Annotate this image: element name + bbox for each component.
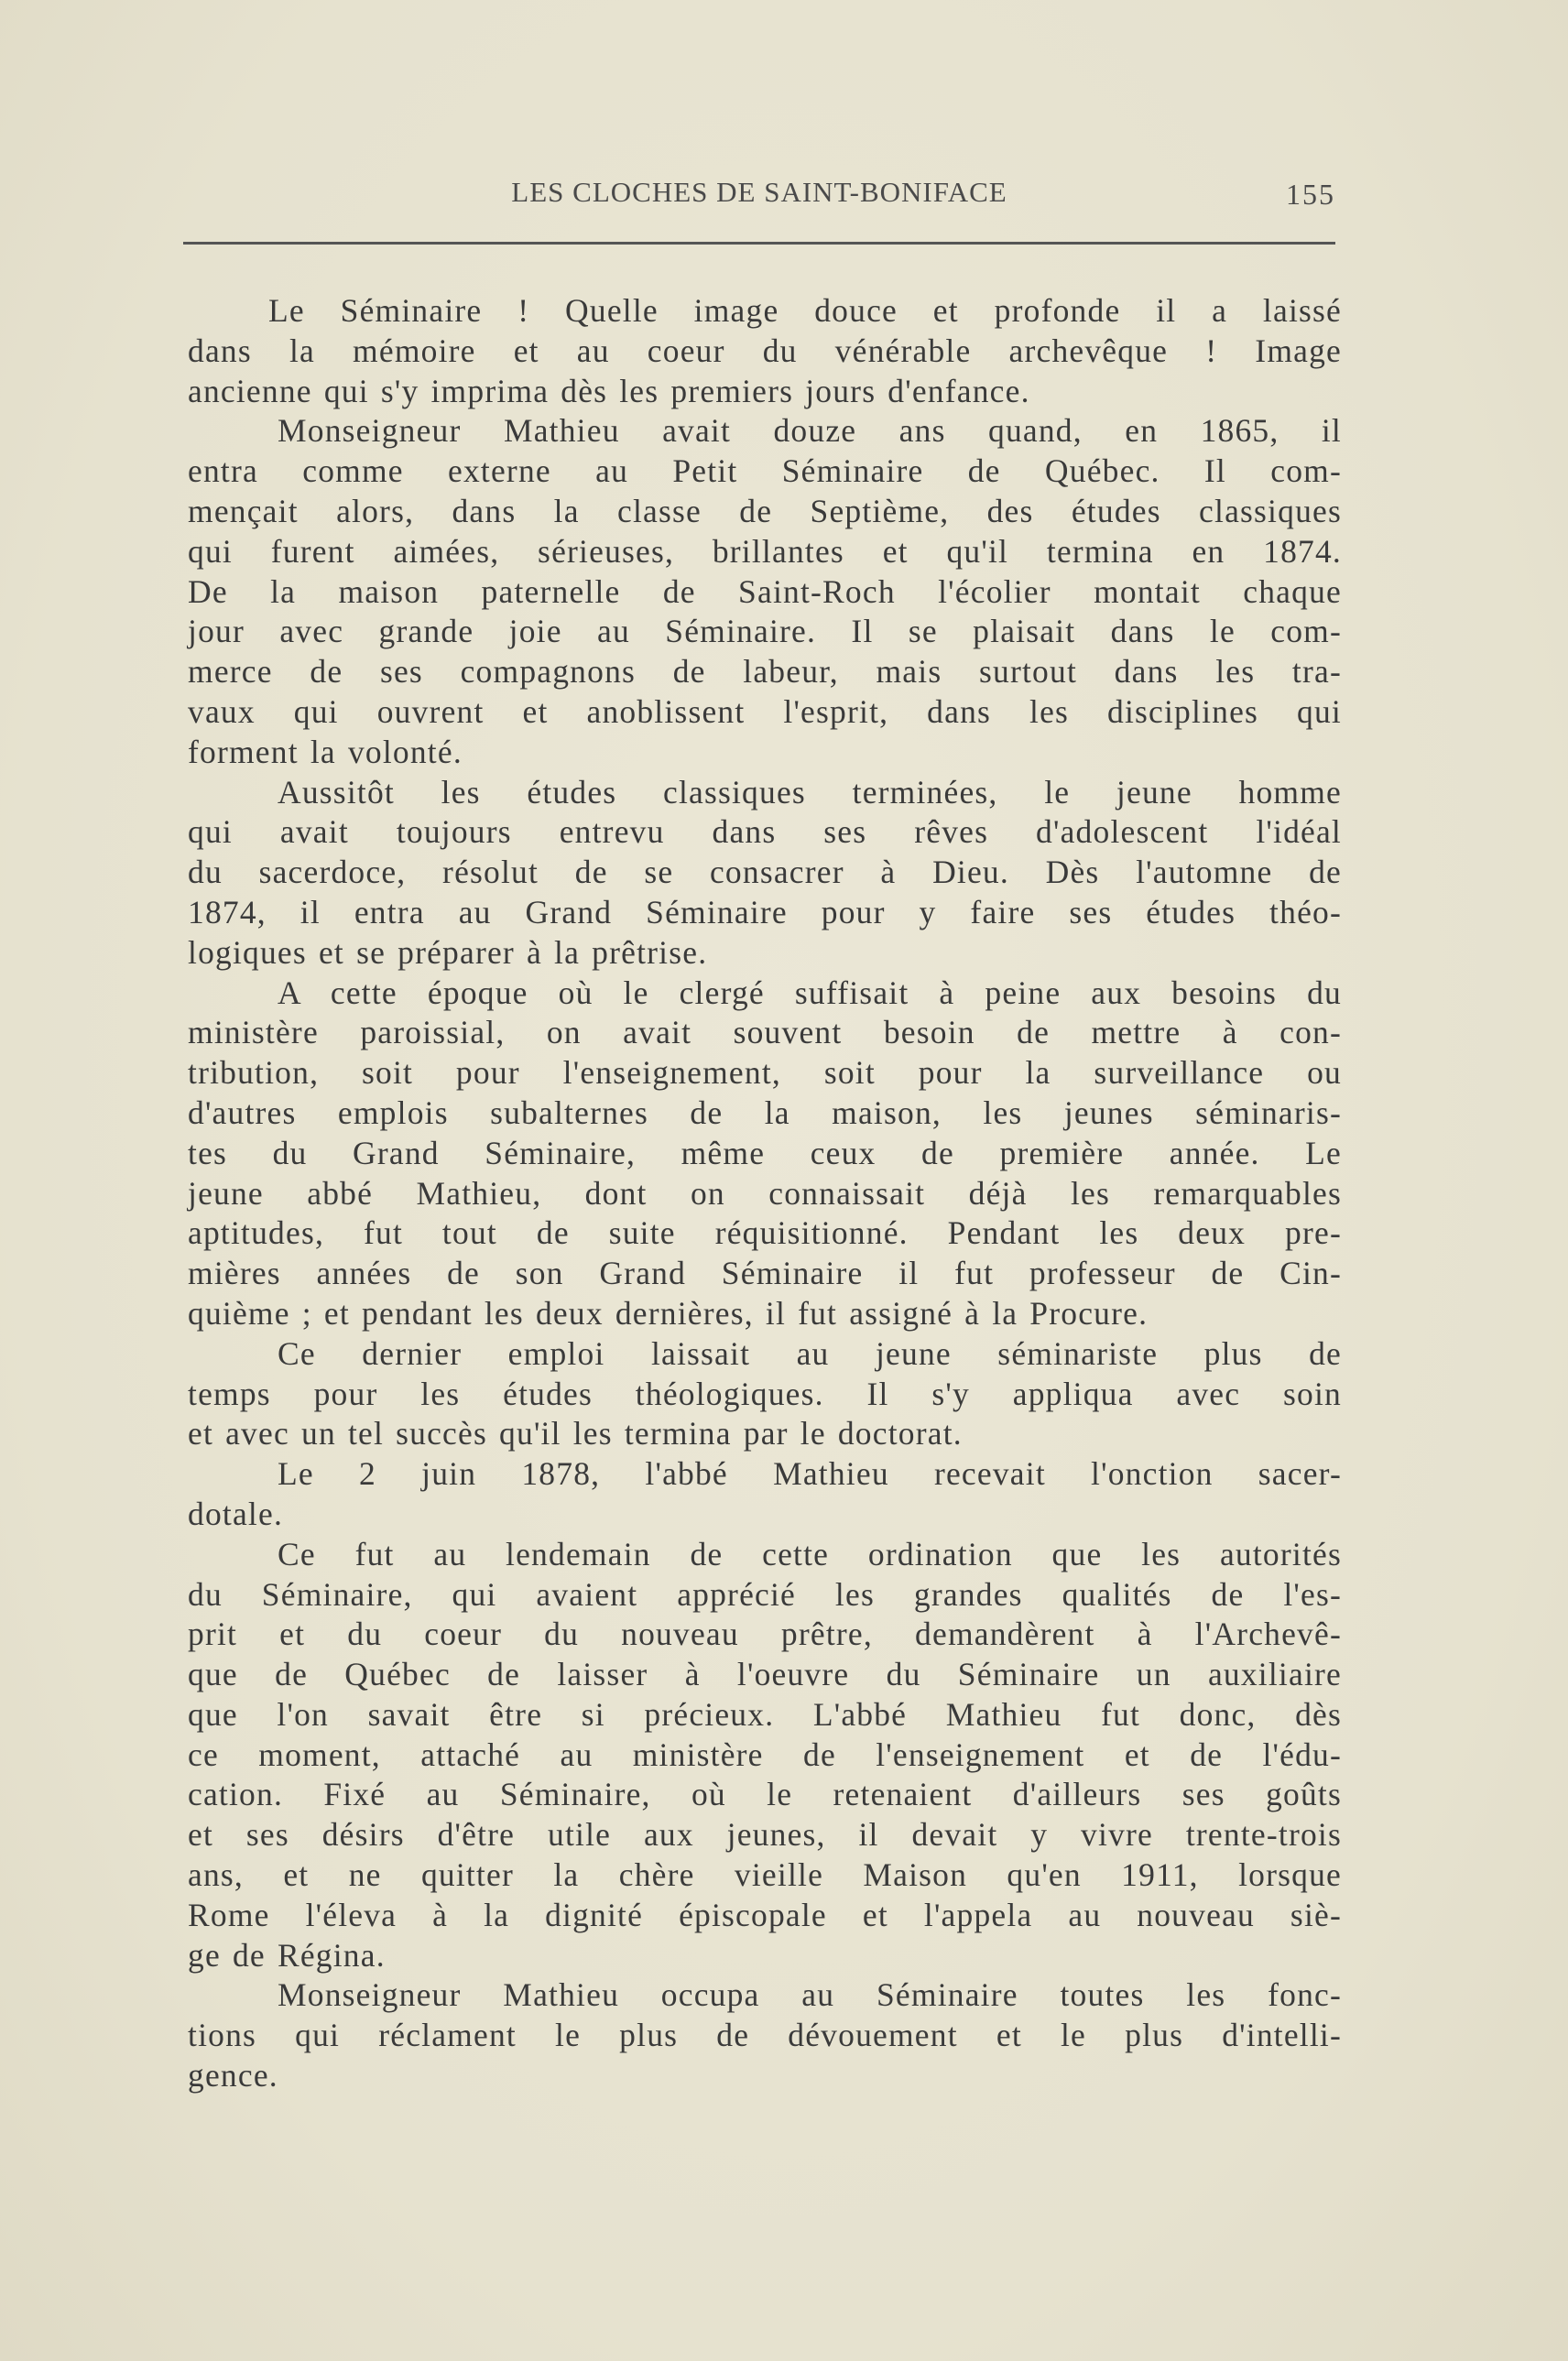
text-line: De la maison paternelle de Saint-Roch l'écolier montait chaque xyxy=(188,572,1342,610)
text-line: d'autres emplois subalternes de la maison, les jeunes séminaris- xyxy=(188,1093,1342,1131)
text-line: et avec un tel succès qu'il les termina par le doctorat. xyxy=(188,1415,963,1453)
text-line: tes du Grand Séminaire, même ceux de première année. Le xyxy=(188,1134,1342,1171)
text-line: ans, et ne quitter la chère vieille Maison qu'en 1911, lorsque xyxy=(188,1856,1342,1894)
paragraph xyxy=(188,411,1342,772)
text-line: logiques et se préparer à la prêtrise. xyxy=(188,933,708,971)
text-line: vaux qui ouvrent et anoblissent l'esprit, dans les disciplines qui xyxy=(188,692,1342,730)
text-line: ministère paroissial, on avait souvent besoin de mettre à con- xyxy=(188,1014,1342,1051)
text-line: 1874, il entra au Grand Séminaire pour y faire ses études théo- xyxy=(188,893,1342,930)
text-line: tions qui réclament le plus de dévouement et le plus d'intelli- xyxy=(188,2017,1342,2054)
text-line: mençait alors, dans la classe de Septième, des études classiques xyxy=(188,492,1342,529)
text-line: entra comme externe au Petit Séminaire de Québec. Il com- xyxy=(188,452,1342,490)
paragraph xyxy=(188,1454,1342,1535)
paragraph xyxy=(188,974,1342,1334)
text-line: Le 2 juin 1878, l'abbé Mathieu recevait l'onction sacer- xyxy=(278,1455,1342,1493)
text-line: que de Québec de laisser à l'oeuvre du Séminaire un auxiliaire xyxy=(188,1656,1342,1693)
text-line: qui furent aimées, sérieuses, brillantes et qu'il termina en 1874. xyxy=(188,532,1342,570)
text-line: forment la volonté. xyxy=(188,733,463,770)
text-line: du sacerdoce, résolut de se consacrer à Dieu. Dès l'automne de xyxy=(188,854,1342,891)
page-header xyxy=(183,176,1335,222)
text-line: et ses désirs d'être utile aux jeunes, il devait y vivre trente-trois xyxy=(188,1816,1342,1854)
paragraph xyxy=(188,1975,1342,2095)
text-line: aptitudes, fut tout de suite réquisitionné. Pendant les deux pre- xyxy=(188,1214,1342,1252)
text-line: dotale. xyxy=(188,1495,284,1532)
text-line: jour avec grande joie au Séminaire. Il se plaisait dans le com- xyxy=(188,613,1342,650)
paragraph xyxy=(188,1535,1342,1976)
text-line: cation. Fixé au Séminaire, où le retenaient d'ailleurs ses goûts xyxy=(188,1776,1342,1813)
paragraph xyxy=(188,773,1342,974)
text-line: prit et du coeur du nouveau prêtre, demandèrent à l'Archevê- xyxy=(188,1616,1342,1653)
text-line: gence. xyxy=(188,2057,278,2094)
running-title: LES CLOCHES DE SAINT-BONIFACE xyxy=(511,176,1007,208)
text-line: Le Séminaire ! Quelle image douce et profonde il a laissé xyxy=(268,292,1342,329)
text-line: jeune abbé Mathieu, dont on connaissait déjà les remarquables xyxy=(188,1174,1342,1212)
header-rule xyxy=(183,242,1335,245)
text-line: dans la mémoire et au coeur du vénérable archevêque ! Image xyxy=(188,332,1342,369)
text-line: qui avait toujours entrevu dans ses rêves d'adolescent l'idéal xyxy=(188,813,1342,851)
text-line: Aussitôt les études classiques terminées, le jeune homme xyxy=(278,773,1342,811)
paragraph xyxy=(188,1334,1342,1454)
page-number: 155 xyxy=(1286,178,1335,211)
paragraph xyxy=(188,291,1342,411)
text-line: du Séminaire, qui avaient apprécié les grandes qualités de l'es- xyxy=(188,1575,1342,1613)
text-line: ce moment, attaché au ministère de l'enseignement et de l'édu- xyxy=(188,1735,1342,1773)
text-line: merce de ses compagnons de labeur, mais surtout dans les tra- xyxy=(188,653,1342,691)
text-line: tribution, soit pour l'enseignement, soit pour la surveillance ou xyxy=(188,1054,1342,1092)
text-line: Monseigneur Mathieu occupa au Séminaire toutes les fonc- xyxy=(278,1976,1342,2014)
text-line: que l'on savait être si précieux. L'abbé Mathieu fut donc, dès xyxy=(188,1695,1342,1733)
text-line: Rome l'éleva à la dignité épiscopale et l'appela au nouveau siè- xyxy=(188,1896,1342,1933)
text-line: A cette époque où le clergé suffisait à peine aux besoins du xyxy=(278,974,1342,1011)
text-line: Ce dernier emploi laissait au jeune séminariste plus de xyxy=(278,1334,1342,1372)
text-line: ancienne qui s'y imprima dès les premiers jours d'enfance. xyxy=(188,372,1030,409)
text-line: quième ; et pendant les deux dernières, il fut assigné à la Procure. xyxy=(188,1294,1149,1332)
text-line: mières années de son Grand Séminaire il fut professeur de Cin- xyxy=(188,1255,1342,1292)
text-line: Monseigneur Mathieu avait douze ans quand, en 1865, il xyxy=(278,412,1342,450)
body-text xyxy=(188,291,1342,2096)
text-line: ge de Régina. xyxy=(188,1936,386,1974)
text-line: Ce fut au lendemain de cette ordination que les autorités xyxy=(278,1535,1342,1572)
text-line: temps pour les études théologiques. Il s'y appliqua avec soin xyxy=(188,1375,1342,1412)
